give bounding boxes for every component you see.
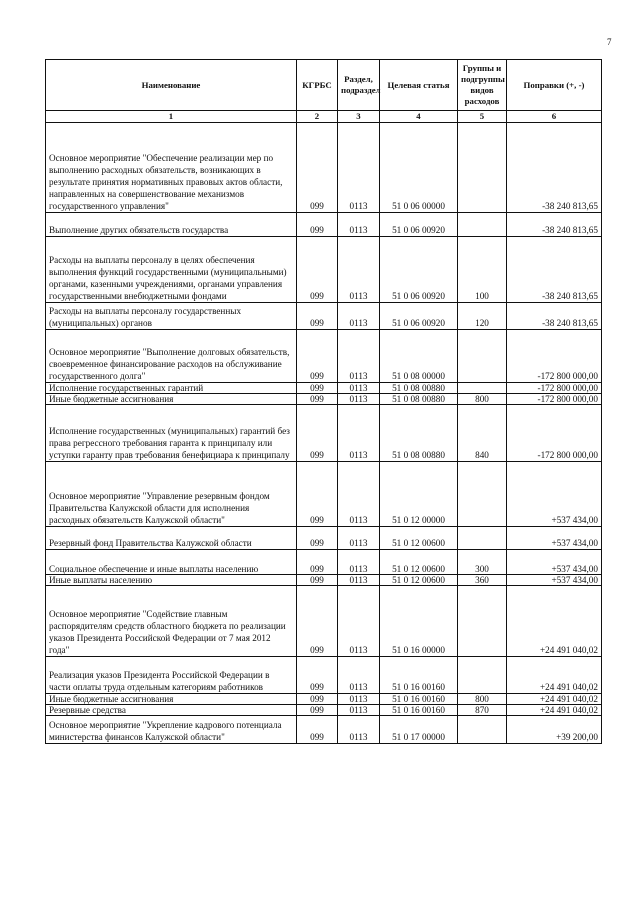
row-group: 870	[458, 705, 507, 716]
row-amount: +537 434,00	[507, 550, 602, 575]
row-target: 51 0 06 00920	[380, 303, 458, 330]
row-section: 0113	[338, 705, 380, 716]
page-number: 7	[607, 37, 612, 47]
row-kgrbs: 099	[297, 213, 338, 237]
row-section: 0113	[338, 462, 380, 527]
row-group	[458, 213, 507, 237]
table-row	[46, 550, 602, 575]
row-section: 0113	[338, 405, 380, 462]
row-section: 0113	[338, 303, 380, 330]
row-group	[458, 716, 507, 744]
row-name: Исполнение государственных (муниципальных) гарантий без права регрессного требования гаранта к принципалу или уступки гаранту прав требования бенефициара к принципалу	[46, 405, 297, 462]
row-amount: +24 491 040,02	[507, 705, 602, 716]
row-name: Основное мероприятие "Управление резервным фондом Правительства Калужской области для исполнения расходных обязательств Калужской области"	[46, 462, 297, 527]
row-group: 800	[458, 694, 507, 705]
row-section: 0113	[338, 330, 380, 383]
row-amount: +24 491 040,02	[507, 657, 602, 694]
row-amount: +537 434,00	[507, 462, 602, 527]
row-target: 51 0 12 00000	[380, 462, 458, 527]
row-target: 51 0 08 00880	[380, 394, 458, 405]
row-name: Исполнение государственных гарантий	[46, 383, 297, 394]
row-amount: -172 800 000,00	[507, 405, 602, 462]
row-group	[458, 586, 507, 657]
row-target: 51 0 16 00000	[380, 586, 458, 657]
table-row	[46, 586, 602, 657]
row-group: 120	[458, 303, 507, 330]
row-section: 0113	[338, 527, 380, 550]
header-amendments: Поправки (+, -)	[507, 60, 602, 111]
row-target: 51 0 12 00600	[380, 575, 458, 586]
row-name: Основное мероприятие "Обеспечение реализации мер по выполнению расходных обязательств, возникающих в результате принятия нормативных правовых актов области, направленных на совершенствование механизмов государственного управления"	[46, 123, 297, 213]
row-amount: +537 434,00	[507, 575, 602, 586]
row-amount: -38 240 813,65	[507, 303, 602, 330]
row-name: Резервный фонд Правительства Калужской области	[46, 527, 297, 550]
row-section: 0113	[338, 237, 380, 303]
row-section: 0113	[338, 123, 380, 213]
row-amount: -38 240 813,65	[507, 213, 602, 237]
row-kgrbs: 099	[297, 237, 338, 303]
column-number: 5	[458, 111, 507, 123]
row-name: Основное мероприятие "Выполнение долговых обязательств, своевременное финансирование расходов на обслуживание государственного долга"	[46, 330, 297, 383]
row-amount: +24 491 040,02	[507, 694, 602, 705]
row-target: 51 0 17 00000	[380, 716, 458, 744]
table-row	[46, 383, 602, 394]
row-name: Выполнение других обязательств государства	[46, 213, 297, 237]
row-target: 51 0 12 00600	[380, 527, 458, 550]
row-section: 0113	[338, 586, 380, 657]
row-kgrbs: 099	[297, 550, 338, 575]
row-amount: +537 434,00	[507, 527, 602, 550]
row-target: 51 0 06 00920	[380, 213, 458, 237]
row-kgrbs: 099	[297, 303, 338, 330]
row-section: 0113	[338, 383, 380, 394]
row-name: Иные выплаты населению	[46, 575, 297, 586]
table-row	[46, 330, 602, 383]
row-section: 0113	[338, 213, 380, 237]
row-target: 51 0 08 00880	[380, 383, 458, 394]
row-target: 51 0 12 00600	[380, 550, 458, 575]
row-name: Иные бюджетные ассигнования	[46, 394, 297, 405]
row-target: 51 0 08 00000	[380, 330, 458, 383]
row-group	[458, 462, 507, 527]
table-row	[46, 123, 602, 213]
row-name: Расходы на выплаты персоналу в целях обеспечения выполнения функций государственными (муниципальными) органами, казенными учреждениями, органами управления государственными внебюджетными фондами	[46, 237, 297, 303]
row-amount: -38 240 813,65	[507, 123, 602, 213]
budget-amendments-table	[45, 59, 602, 744]
column-number: 4	[380, 111, 458, 123]
row-name: Реализация указов Президента Российской Федерации в части оплаты труда отдельным категориям работников	[46, 657, 297, 694]
table-row	[46, 575, 602, 586]
row-amount: +39 200,00	[507, 716, 602, 744]
row-group: 100	[458, 237, 507, 303]
table-row	[46, 694, 602, 705]
row-section: 0113	[338, 394, 380, 405]
row-section: 0113	[338, 657, 380, 694]
row-kgrbs: 099	[297, 462, 338, 527]
table-row	[46, 716, 602, 744]
table-row	[46, 213, 602, 237]
row-amount: -172 800 000,00	[507, 330, 602, 383]
row-kgrbs: 099	[297, 586, 338, 657]
table-row	[46, 527, 602, 550]
table-row	[46, 394, 602, 405]
row-amount: +24 491 040,02	[507, 586, 602, 657]
row-target: 51 0 16 00160	[380, 694, 458, 705]
row-name: Расходы на выплаты персоналу государственных (муниципальных) органов	[46, 303, 297, 330]
row-kgrbs: 099	[297, 575, 338, 586]
row-section: 0113	[338, 575, 380, 586]
row-kgrbs: 099	[297, 657, 338, 694]
column-number: 2	[297, 111, 338, 123]
table-row	[46, 405, 602, 462]
row-section: 0113	[338, 550, 380, 575]
column-number: 3	[338, 111, 380, 123]
row-group	[458, 527, 507, 550]
row-amount: -172 800 000,00	[507, 383, 602, 394]
row-section: 0113	[338, 716, 380, 744]
row-target: 51 0 06 00920	[380, 237, 458, 303]
row-group	[458, 383, 507, 394]
row-kgrbs: 099	[297, 405, 338, 462]
row-group: 300	[458, 550, 507, 575]
row-group	[458, 330, 507, 383]
column-number: 6	[507, 111, 602, 123]
header-name: Наименование	[46, 60, 297, 111]
row-section: 0113	[338, 694, 380, 705]
header-groups: Группы и подгруппы видов расходов	[458, 60, 507, 111]
row-kgrbs: 099	[297, 694, 338, 705]
row-name: Основное мероприятие "Укрепление кадрового потенциала министерства финансов Калужской области"	[46, 716, 297, 744]
row-kgrbs: 099	[297, 330, 338, 383]
row-group: 800	[458, 394, 507, 405]
row-amount: -172 800 000,00	[507, 394, 602, 405]
row-name: Основное мероприятие "Содействие главным распорядителям средств областного бюджета по реализации указов Президента Российской Федерации от 7 мая 2012 года"	[46, 586, 297, 657]
row-name: Иные бюджетные ассигнования	[46, 694, 297, 705]
column-number: 1	[46, 111, 297, 123]
row-amount: -38 240 813,65	[507, 237, 602, 303]
table-row	[46, 657, 602, 694]
row-kgrbs: 099	[297, 383, 338, 394]
table-row	[46, 462, 602, 527]
header-section: Раздел, подраздел	[338, 60, 380, 111]
header-target: Целевая статья	[380, 60, 458, 111]
row-target: 51 0 16 00160	[380, 657, 458, 694]
row-target: 51 0 06 00000	[380, 123, 458, 213]
row-target: 51 0 08 00880	[380, 405, 458, 462]
row-group	[458, 657, 507, 694]
row-target: 51 0 16 00160	[380, 705, 458, 716]
row-kgrbs: 099	[297, 716, 338, 744]
row-group: 840	[458, 405, 507, 462]
header-kgrbs: КГРБС	[297, 60, 338, 111]
table-row	[46, 705, 602, 716]
row-kgrbs: 099	[297, 527, 338, 550]
row-kgrbs: 099	[297, 705, 338, 716]
row-group	[458, 123, 507, 213]
row-name: Резервные средства	[46, 705, 297, 716]
row-group: 360	[458, 575, 507, 586]
row-kgrbs: 099	[297, 123, 338, 213]
row-kgrbs: 099	[297, 394, 338, 405]
row-name: Социальное обеспечение и иные выплаты населению	[46, 550, 297, 575]
table-row	[46, 303, 602, 330]
table-row	[46, 237, 602, 303]
